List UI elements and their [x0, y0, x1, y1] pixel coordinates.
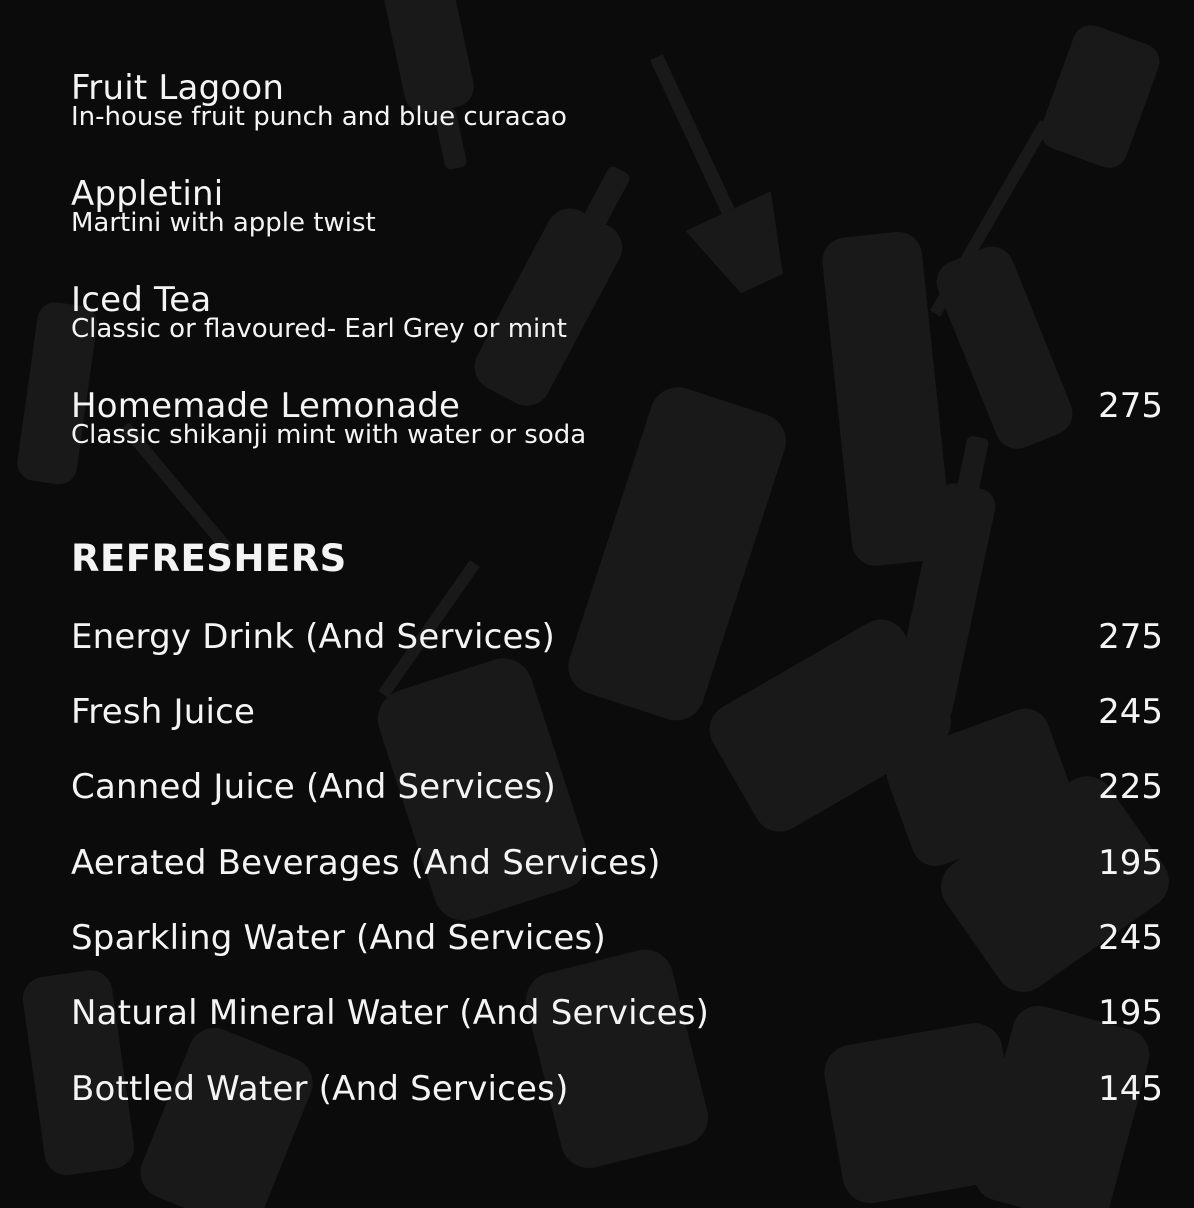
- item-name: Natural Mineral Water (And Services): [71, 993, 710, 1033]
- item-price: 245: [1098, 692, 1163, 732]
- item-price: 145: [1098, 1069, 1163, 1109]
- item-name: Aerated Beverages (And Services): [71, 843, 661, 883]
- item-price: 275: [1098, 386, 1163, 426]
- item-name: Canned Juice (And Services): [71, 767, 556, 807]
- item-name: Bottled Water (And Services): [71, 1069, 569, 1109]
- item-name: Sparkling Water (And Services): [71, 918, 606, 958]
- item-name: Fruit Lagoon: [71, 68, 285, 108]
- item-price: 195: [1098, 843, 1163, 883]
- item-description: Martini with apple twist: [71, 208, 376, 238]
- item-name: Iced Tea: [71, 280, 212, 320]
- item-price: 195: [1098, 993, 1163, 1033]
- item-price: 245: [1098, 918, 1163, 958]
- item-description: In-house fruit punch and blue curacao: [71, 102, 567, 132]
- item-name: Appletini: [71, 174, 224, 214]
- item-price: 275: [1098, 617, 1163, 657]
- item-description: Classic or flavoured- Earl Grey or mint: [71, 314, 567, 344]
- section-title-refreshers: REFRESHERS: [71, 537, 347, 580]
- item-name: Energy Drink (And Services): [71, 617, 555, 657]
- item-name: Fresh Juice: [71, 692, 256, 732]
- item-price: 225: [1098, 767, 1163, 807]
- item-name: Homemade Lemonade: [71, 386, 461, 426]
- item-description: Classic shikanji mint with water or soda: [71, 420, 587, 450]
